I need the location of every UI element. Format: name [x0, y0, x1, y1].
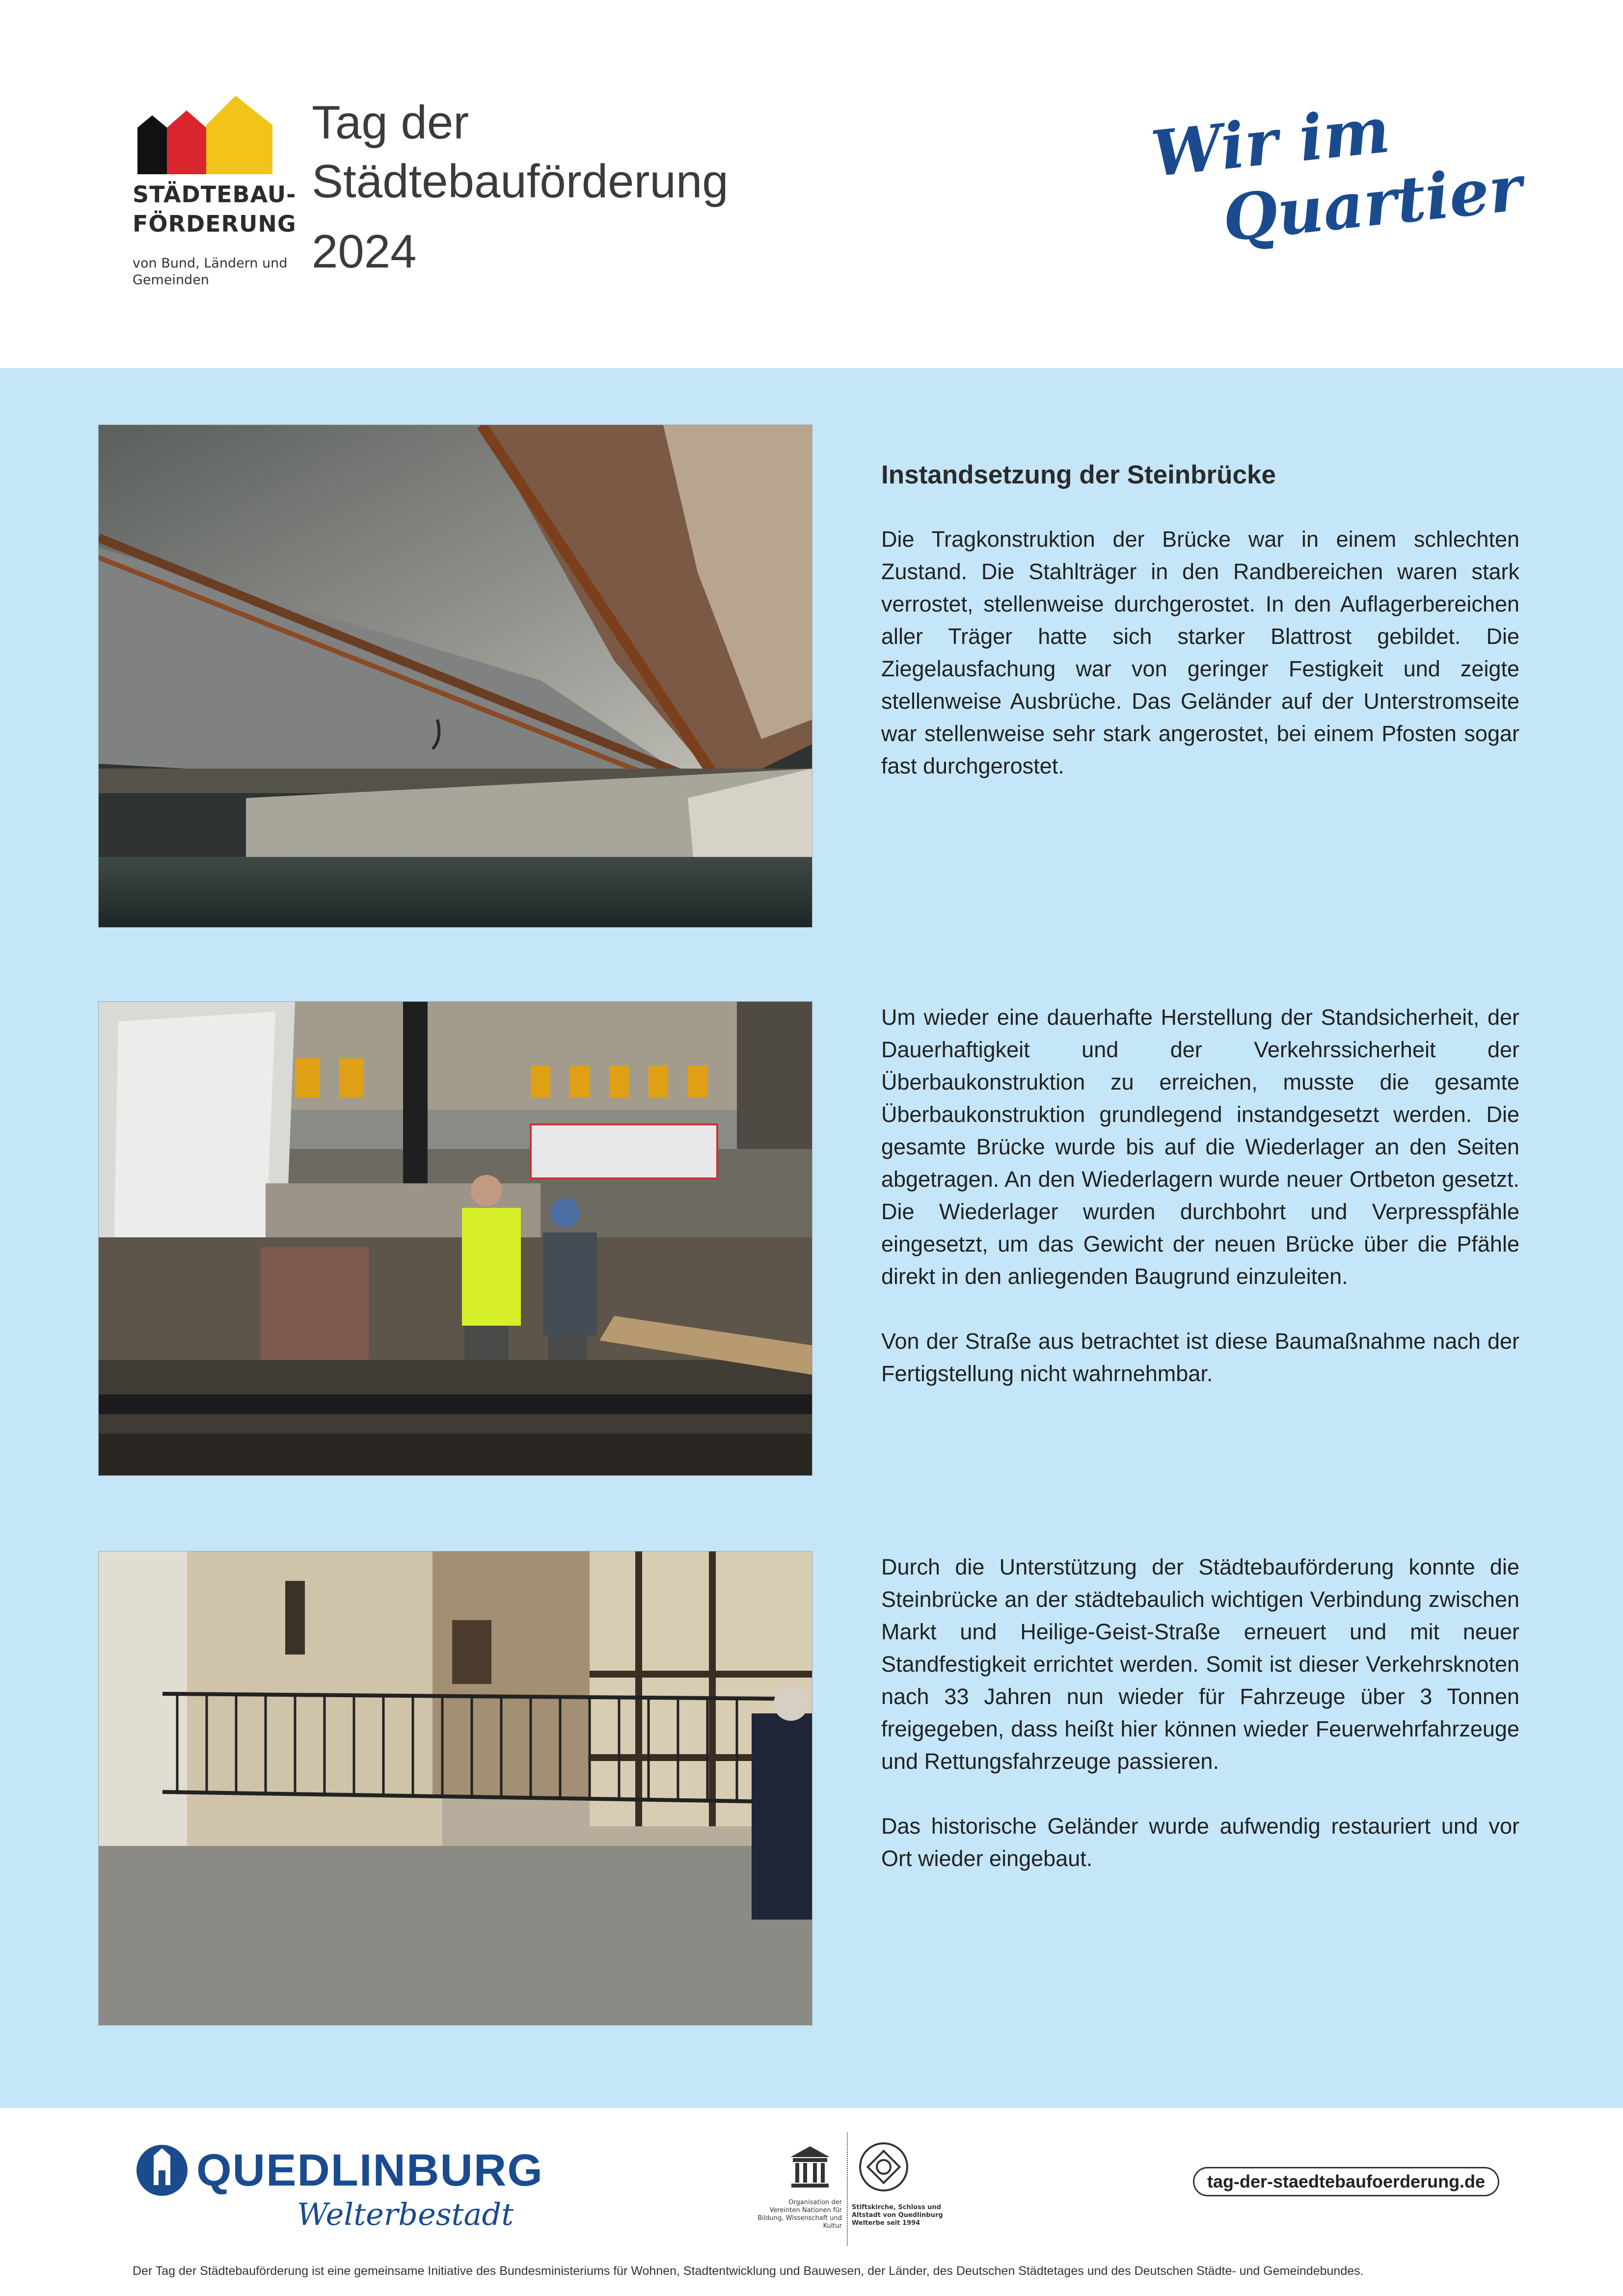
quedlinburg-emblem-icon [135, 2143, 189, 2197]
section-heading: Instandsetzung der Steinbrücke [881, 460, 1276, 489]
restored-railing-image [99, 1551, 812, 2025]
photo-restored-railing [98, 1551, 812, 2026]
page-header [0, 0, 1623, 368]
logo-subtitle: von Bund, Ländern und Gemeinden [133, 256, 288, 288]
campaign-line-2: Quartier [1219, 151, 1526, 256]
initiative-footnote: Der Tag der Städtebauförderung ist eine gemeinsame Initiative des Bundesministeriums für Wohnen, Stadtentwicklung und Bauwesen, der Länder, des Deutschen Städtetages und des Deutschen Städte- und Gemeindebundes. [133, 2264, 1364, 2278]
title-year: 2024 [312, 225, 417, 278]
section-3-paragraph-2: Das historische Geländer wurde aufwendig restauriert und vor Ort wieder eingebaut. [881, 1814, 1519, 1871]
section-2-text [881, 1001, 1519, 1390]
unesco-logos [756, 2123, 952, 2245]
logo-word-line2: FÖRDERUNG [133, 211, 297, 237]
construction-site-image [99, 1002, 812, 1475]
quedlinburg-logo [133, 2137, 543, 2245]
city-subtitle: Welterbestadt [297, 2196, 514, 2232]
houses-logo-icon [137, 91, 275, 174]
bridge-underside-image [99, 425, 812, 927]
section-1-paragraph-1: Die Tragkonstruktion der Brücke war in einem schlechten Zustand. Die Stahlträger in den Randbereichen waren stark verrostet, stellenweise durchgerostet. In den Auflagerbereichen aller Träger hatte sich starker Blattrost gebildet. Die Ziegelausfachung war von geringer Festigkeit und zeigte stellenweise Ausbrüche. Das Geländer auf der Unterstromseite war stellenweise sehr stark angerostet, bei einem Pfosten sogar fast durchgerostet. [881, 527, 1519, 778]
photo-construction-site [98, 1001, 812, 1476]
world-heritage-site-text: Stiftskirche, Schloss und Altstadt von Quedlinburg Welterbe seit 1994 [852, 2204, 943, 2227]
content-panel [0, 368, 1623, 2108]
section-2-paragraph-2: Von der Straße aus betrachtet ist diese Baumaßnahme nach der Fertigstellung nicht wahrnehmbar. [881, 1329, 1519, 1386]
unesco-temple-icon [785, 2142, 835, 2191]
photo-bridge-underside [98, 425, 812, 928]
page-footer [0, 2108, 1623, 2296]
title-line-2: Städtebauförderung [312, 155, 729, 208]
unesco-organisation-text: Organisation der Vereinten Nationen für Bildung, Wissenschaft und Kultur [757, 2199, 842, 2230]
city-name: QUEDLINBURG [196, 2145, 543, 2195]
world-heritage-emblem-icon [857, 2140, 911, 2194]
unesco-divider [847, 2133, 849, 2245]
website-link[interactable]: tag-der-staedtebaufoerderung.de [1193, 2167, 1499, 2196]
logo-word-line1: STÄDTEBAU- [133, 181, 297, 208]
section-3-text [881, 1551, 1519, 1875]
section-1-text [881, 459, 1519, 782]
section-3-paragraph-1: Durch die Unterstützung der Städtebauförderung konnte die Steinbrücke an der städtebaulich wichtigen Verbindung zwischen Markt und Heilige-Geist-Straße erneuert und mit neuer Standfestigkeit errichtet werden. Somit ist dieser Verkehrsknoten nach 33 Jahren nun wieder für Fahrzeuge über 3 Tonnen freigegeben, dass heißt hier können wieder Feuerwehrfahrzeuge und Rettungsfahrzeuge passieren. [881, 1554, 1519, 1774]
section-2-paragraph-1: Um wieder eine dauerhafte Herstellung der Standsicherheit, der Dauerhaftigkeit und der Verkehrssicherheit der Überbaukonstruktion zu erreichen, musste die gesamte Überbaukonstruktion grundlegend instandgesetzt werden. Die gesamte Brücke wurde bis auf die Wiederlager an den Seiten abgetragen. An den Wiederlagern wurde neuer Ortbeton gesetzt. Die Wiederlager wurden durchbohrt und Verpresspfähle eingesetzt, um das Gewicht der neuen Brücke über die Pfähle direkt in den anliegenden Baugrund einzuleiten. [881, 1005, 1519, 1289]
title-line-1: Tag der [312, 96, 469, 149]
campaign-line-1: Wir im [1148, 93, 1393, 191]
